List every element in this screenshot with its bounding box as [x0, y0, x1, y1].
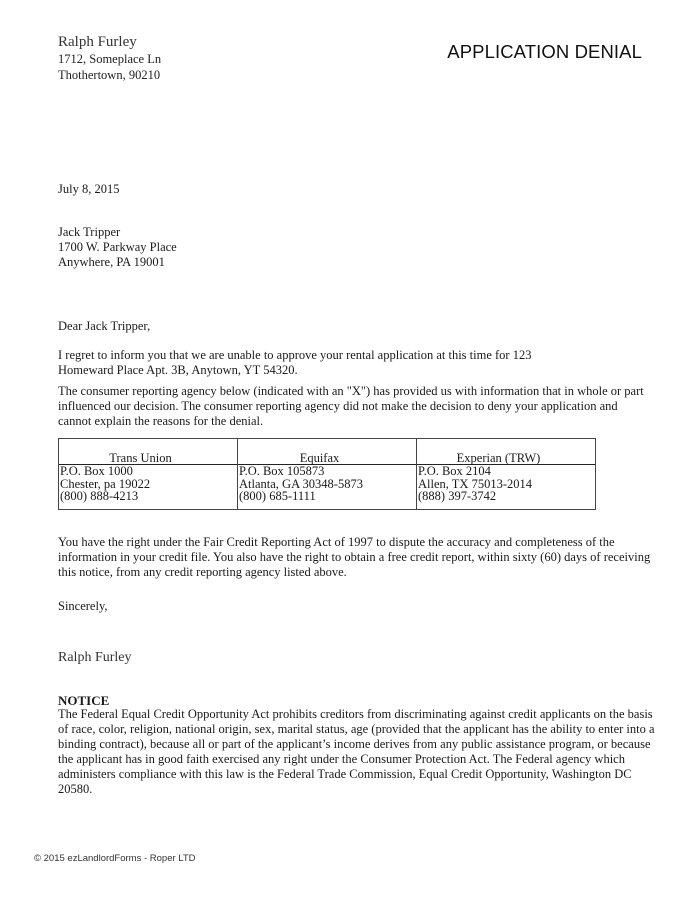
agency-cell-experian [417, 439, 596, 510]
recipient-name: Jack Tripper [58, 225, 121, 239]
agency-city-state-zip: Allen, TX 75013-2014 [418, 476, 532, 491]
sender-address-line1: 1712, Someplace Ln [58, 52, 162, 66]
sender-block [58, 34, 161, 83]
denial-paragraph: I regret to inform you that we are unable to approve your rental application at this time for 123 Homeward Place Apt. 3B, Anytown, YT 54320. [58, 348, 532, 377]
copyright-footer: © 2015 ezLandlordForms - Roper LTD [34, 853, 196, 864]
closing: Sincerely, [58, 599, 108, 613]
agency-row [59, 439, 596, 510]
recipient-block [58, 225, 177, 270]
agency-po-box: P.O. Box 105873 [239, 464, 325, 478]
agency-phone: (888) 397-3742 [418, 489, 497, 503]
sender-name: Ralph Furley [58, 34, 137, 50]
agency-name: Equifax [267, 452, 416, 465]
recipient-address-line2: Anywhere, PA 19001 [58, 255, 165, 269]
agency-phone: (800) 888-4213 [60, 489, 139, 503]
agency-city-state-zip: Chester, pa 19022 [60, 476, 151, 491]
agency-po-box: P.O. Box 2104 [418, 464, 491, 478]
letter-date: July 8, 2015 [58, 182, 120, 196]
agency-po-box: P.O. Box 1000 [60, 464, 133, 478]
notice-body: The Federal Equal Credit Opportunity Act prohibits creditors from discriminating against credit applicants on the basis of race, color, religion, national origin, sex, marital status, age (provided that the applicant has the ability to enter into a binding contract), because all or part of the applicant’s income derives from any public assistance program, or because the applicant has in good faith exercised any right under the Consumer Protection Act. The Federal agency which administers compliance with this law is the Federal Trade Commission, Equal Credit Opportunity, Washington DC 20580. [58, 707, 655, 796]
agency-city-state-zip: Atlanta, GA 30348-5873 [239, 476, 363, 491]
agency-cell-equifax [238, 439, 417, 510]
agency-name: Trans Union [88, 452, 237, 465]
recipient-address-line1: 1700 W. Parkway Place [58, 240, 177, 254]
agency-table [58, 438, 596, 510]
rights-paragraph: You have the right under the Fair Credit Reporting Act of 1997 to dispute the accuracy and completeness of the information in your credit file. You also have the right to obtain a free credit report, within sixty (60) days of receiving this notice, from any credit reporting agency listed above. [58, 535, 651, 579]
salutation: Dear Jack Tripper, [58, 319, 151, 333]
agency-phone: (800) 685-1111 [239, 489, 316, 503]
sender-address-line2: Thothertown, 90210 [58, 68, 161, 82]
agency-cell-trans-union [59, 439, 238, 510]
document-title: APPLICATION DENIAL [447, 41, 642, 62]
notice-title: NOTICE [58, 693, 110, 708]
agency-info-paragraph: The consumer reporting agency below (indicated with an "X") has provided us with information that in whole or part influenced our decision. The consumer reporting agency did not make the decision to deny your application and cannot explain the reasons for the denial. [58, 384, 644, 428]
signature: Ralph Furley [58, 650, 132, 665]
agency-name: Experian (TRW) [446, 452, 595, 465]
